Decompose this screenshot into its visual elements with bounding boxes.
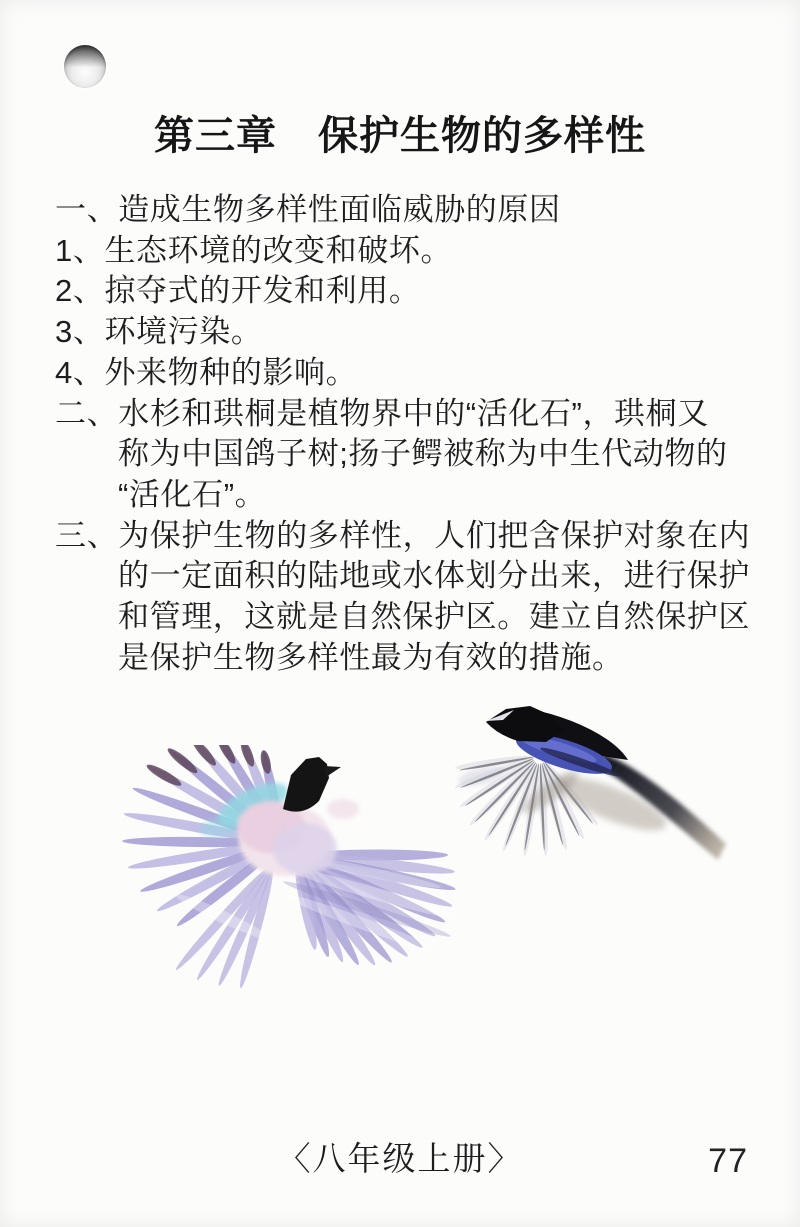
item-text: 掠夺式的开发和利用。 [104,273,421,309]
magpie-image [430,692,730,887]
item-marker: 3、 [55,314,105,350]
item-marker: 一、 [55,192,119,227]
right-bird-head [486,706,564,742]
footer-book-label: 〈八年级上册〉 [277,1140,523,1177]
item-marker: 2、 [55,273,105,309]
item-text: 环境污染。 [104,314,263,350]
item-text: 水杉和珙桐是植物界中的“活化石”，珙桐又 称为中国鸽子树;扬子鳄被称为中生代动物的 “活化石”。 [118,395,728,512]
item-marker: 二、 [55,395,119,431]
list-item [55,394,767,516]
list-item [55,231,767,272]
punch-hole [64,45,106,88]
content-list [55,190,767,678]
azure-winged-magpie-image [105,745,465,995]
list-item [55,353,767,394]
item-marker: 三、 [55,517,119,553]
item-marker: 1、 [55,232,105,268]
list-item [55,271,767,312]
item-text: 为保护生物的多样性，人们把含保护对象在内 的一定面积的陆地或水体划分出来，进行保护 和管理，这就是自然保护区。建立自然保护区 是保护生物多样性最为有效的措施。 [118,517,751,675]
footer [0,1139,800,1179]
footer-page-number: 77 [708,1142,748,1180]
item-text: 造成生物多样性面临威胁的原因 [118,192,561,227]
list-item [55,312,767,353]
item-text: 生态环境的改变和破坏。 [104,232,453,268]
left-bird-beak [324,766,341,777]
list-item [55,190,767,231]
list-item [55,516,767,679]
page-title: 第三章 保护生物的多样性 [154,114,646,158]
item-text: 外来物种的影响。 [104,354,358,390]
item-marker: 4、 [55,354,105,390]
